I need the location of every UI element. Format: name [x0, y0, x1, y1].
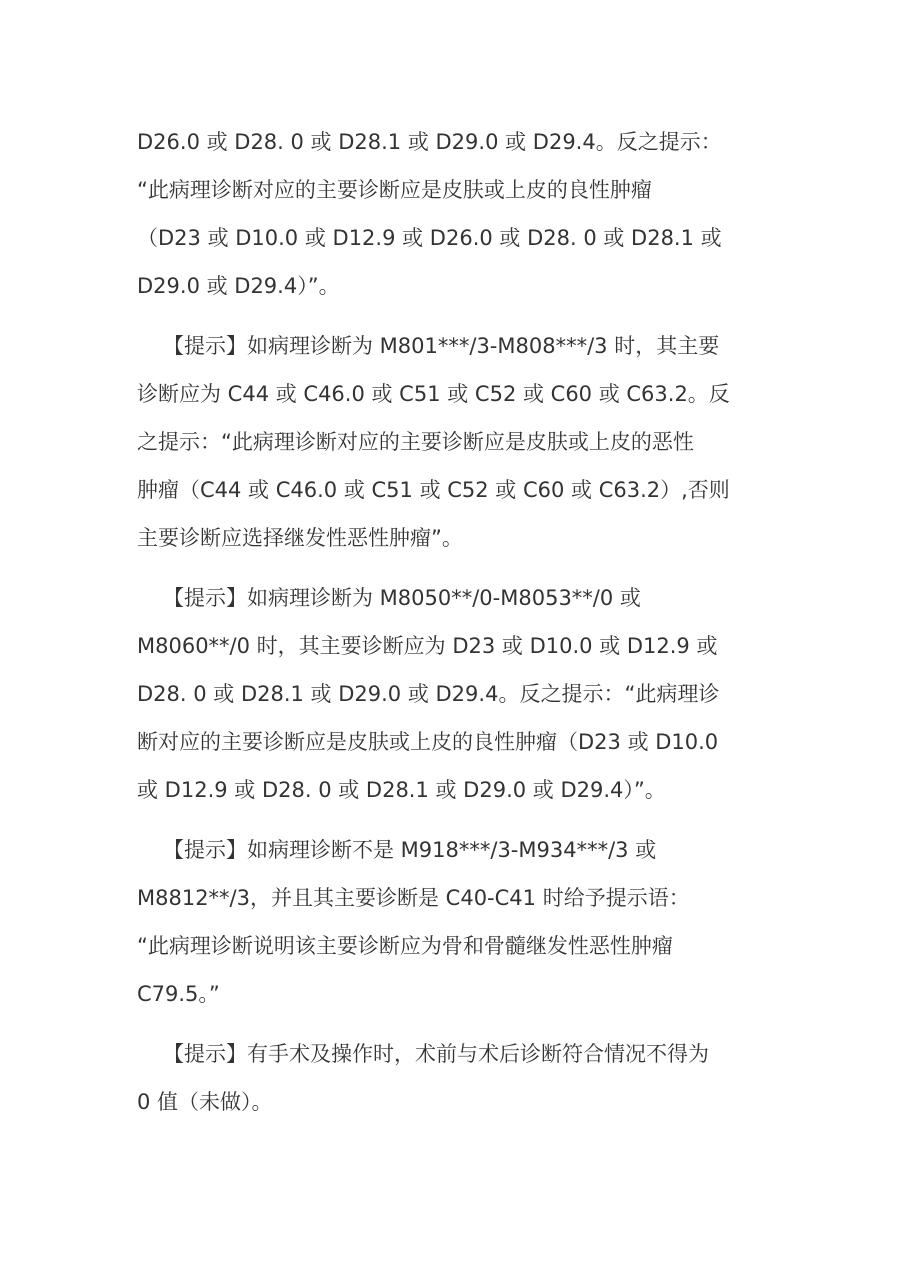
text-line — [137, 826, 777, 874]
text-line — [137, 322, 777, 370]
text-line: C79.5。” — [137, 982, 220, 1006]
text-line: 或 D12.9 或 D28. 0 或 D28.1 或 D29.0 或 D29.4）”。 — [137, 778, 666, 802]
paragraph-spacer — [137, 562, 777, 574]
paragraph-1 — [137, 118, 777, 310]
paragraph-spacer — [137, 814, 777, 826]
paragraph-spacer — [137, 310, 777, 322]
paragraph-2 — [137, 322, 777, 562]
text-line — [137, 1030, 777, 1078]
paragraph-3 — [137, 574, 777, 814]
text-line: 诊断应为 C44 或 C46.0 或 C51 或 C52 或 C60 或 C63.2。反 — [137, 382, 730, 406]
text-line: D28. 0 或 D28.1 或 D29.0 或 D29.4。反之提示：“此病理诊 — [137, 682, 720, 706]
text-line: D29.0 或 D29.4）”。 — [137, 274, 340, 298]
text-line-content: 如病理诊断不是 M918***/3-M934***/3 或 — [247, 838, 657, 862]
text-line-content: 如病理诊断为 M801***/3-M808***/3 时，其主要 — [247, 334, 720, 358]
text-line: 主要诊断应选择继发性恶性肿瘤”。 — [137, 526, 463, 550]
text-line: 0 值（未做）。 — [137, 1090, 273, 1114]
text-line: M8812**/3，并且其主要诊断是 C40-C41 时给予提示语： — [137, 886, 690, 910]
text-line: M8060**/0 时，其主要诊断应为 D23 或 D10.0 或 D12.9 或 — [137, 634, 718, 658]
tip-label: 【提示】 — [163, 838, 247, 862]
tip-label: 【提示】 — [163, 586, 247, 610]
text-line: D26.0 或 D28. 0 或 D28.1 或 D29.0 或 D29.4。反之提示： — [137, 130, 722, 154]
tip-label: 【提示】 — [163, 334, 247, 358]
document-body — [137, 118, 777, 1126]
paragraph-5 — [137, 1030, 777, 1126]
paragraph-spacer — [137, 1018, 777, 1030]
text-line: 断对应的主要诊断应是皮肤或上皮的良性肿瘤（D23 或 D10.0 — [137, 730, 719, 754]
text-line: 肿瘤（C44 或 C46.0 或 C51 或 C52 或 C60 或 C63.2）,否则 — [137, 478, 730, 502]
text-line-content: 如病理诊断为 M8050**/0-M8053**/0 或 — [247, 586, 641, 610]
text-line: （D23 或 D10.0 或 D12.9 或 D26.0 或 D28. 0 或 D28.1 或 — [137, 226, 722, 250]
paragraph-4 — [137, 826, 777, 1018]
tip-label: 【提示】 — [163, 1042, 247, 1066]
text-line-content: 有手术及操作时，术前与术后诊断符合情况不得为 — [247, 1042, 709, 1066]
text-line: “此病理诊断对应的主要诊断应是皮肤或上皮的良性肿瘤 — [137, 178, 652, 202]
text-line: 之提示：“此病理诊断对应的主要诊断应是皮肤或上皮的恶性 — [137, 430, 694, 454]
text-line: “此病理诊断说明该主要诊断应为骨和骨髓继发性恶性肿瘤 — [137, 934, 673, 958]
text-line — [137, 574, 777, 622]
